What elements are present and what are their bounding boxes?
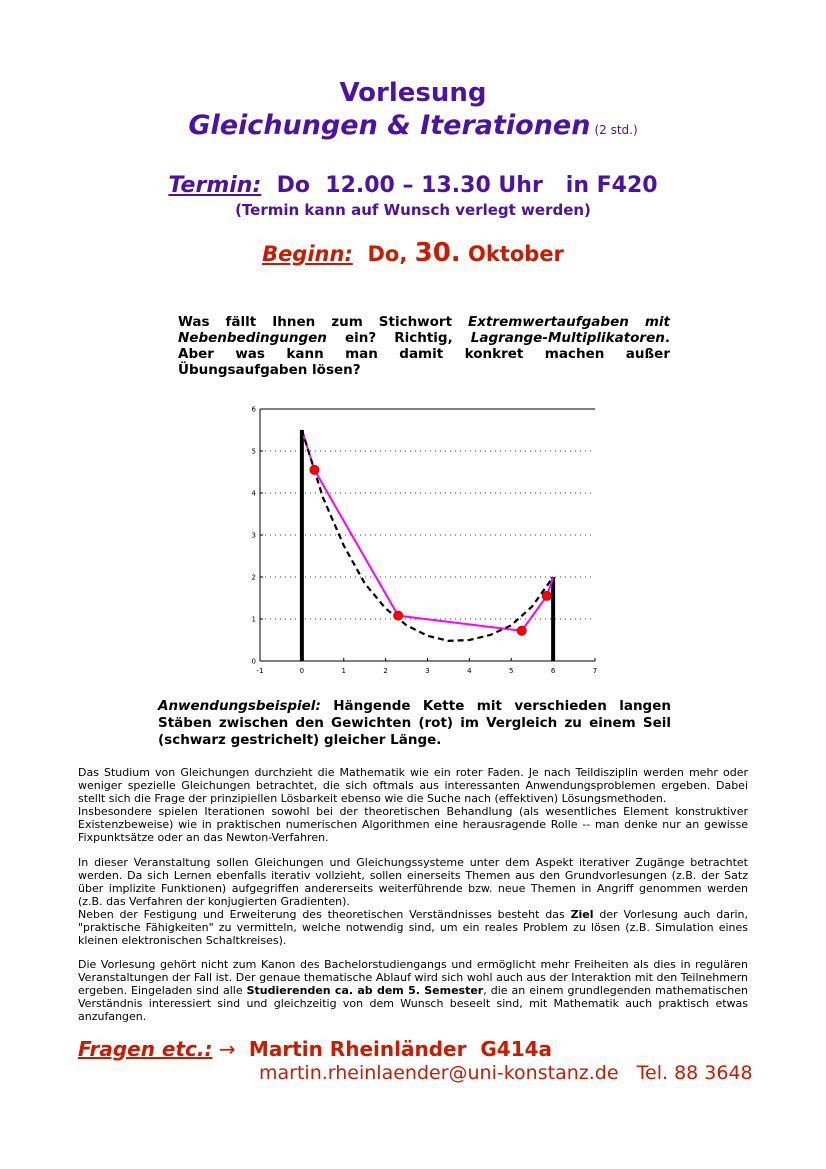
body-bold-audience: Studierenden ca. ab dem 5. Semester [246,984,484,997]
body-paragraph-1a: Das Studium von Gleichungen durchzieht die Mathematik wie ein roter Faden. Je nach Teildisziplin werden mehr oder weniger spezielle Gleichungen betrachtet, die sich oftmals aus interessanten Anwendungsproblemen ergeben. Dabei stellt sich die Frage der prinzipiellen Lösbarkeit ebenso wie die Suche nach (effektiven) Lösungsmethoden. [78,766,748,805]
body-text: der Vorlesung auch darin, "praktische Fähigkeiten" zu vermitteln, welche notwendig sind, um ein reales Problem zu lösen (z.B. Simulation eines kleinen elektronischen Schaltkreises). [78,908,748,947]
title-line-1: Vorlesung [339,78,487,108]
body-paragraph-1 [78,766,748,844]
body-text: , die an einem grundlegenden mathematischen Verständnis interessiert sind und gleichzeitig von dem Wunsch beseelt sind, mit Mathematik auch praktisch etwas anzufangen. [78,984,748,1023]
y-tick-label: 1 [251,615,256,624]
chain-line [302,430,553,631]
body-paragraph-1b: Insbesondere spielen Iterationen sowohl bei der theoretischen Behandlung (als wesentliches Element konstruktiver Existenzbeweise) wie in praktischen numerischen Algorithmen eine herausragende Rolle -- man denke nur an gewisse Fixpunktsätze oder an das Newton-Verfahren. [78,805,748,844]
contact-email-phone: martin.rheinlaender@uni-konstanz.de Tel. 88 3648 [259,1062,753,1084]
weight-marker [542,591,551,600]
termin-label: Termin: [168,173,262,198]
beginn-month: Oktober [460,242,564,266]
question-text-3: . Aber was kann man damit konkret machen außer Übungsaufgaben lösen? [178,330,670,378]
x-tick-label: 2 [383,667,388,675]
contact-label: Fragen etc.: [78,1037,213,1061]
beginn-line [0,238,826,268]
beginn-label: Beginn: [262,242,353,266]
question-text-2: ein? Richtig, [326,330,471,346]
y-tick-label: 2 [251,573,256,582]
body-paragraph-2b [78,908,748,947]
termin-text: Do 12.00 – 13.30 Uhr in F420 [261,173,658,198]
body-paragraph-2a: In dieser Veranstaltung sollen Gleichungen und Gleichungssysteme unter dem Aspekt iterativer Zugänge betrachtet werden. Da sich Lernen ebenfalls iterativ vollzieht, sollen einerseits Themen aus den Grundvorlesungen (z.B. der Satz über implizite Funktionen) aufgegriffen andererseits weiterführende bzw. neue Themen in Angriff genommen werden (z.B. das Verfahren der konjugierten Gradienten). [78,856,748,908]
x-tick-label: 7 [592,667,598,675]
termin-note: (Termin kann auf Wunsch verlegt werden) [235,201,591,219]
x-tick-label: 3 [425,667,430,675]
y-tick-label: 4 [251,489,256,498]
body-text: Die Vorlesung gehört nicht zum Kanon des Bachelorstudiengangs und ermöglicht mehr Freiheiten als dies in regulären Veranstaltungen der Fall ist. Der genaue thematische Ablauf wird sich wohl auch aus der Interaktion mit den Teilnehmern ergeben. Eingeladen sind alle [78,958,748,997]
body-text: Neben der Festigung und Erweiterung des theoretischen Verständnisses besteht das [78,908,571,921]
x-tick-label: 6 [550,667,556,675]
weight-marker [517,626,526,635]
x-tick-label: -1 [256,667,264,675]
question-lagrange: Lagrange-Multiplikatoren [470,330,665,346]
y-tick-label: 0 [251,657,256,666]
beginn-prefix: Do, [352,242,415,266]
body-paragraph-3 [78,958,748,1023]
title-main: Gleichungen & Iterationen [188,110,591,141]
contact-line [78,1037,552,1061]
beginn-day: 30. [414,238,461,268]
question-text-1: Was fällt Ihnen zum Stichwort [178,314,469,330]
question-keyword: Extremwertaufgaben mit Nebenbedingungen [178,314,670,346]
title-line-2 [0,110,826,141]
x-tick-label: 1 [341,667,346,675]
x-tick-label: 4 [467,667,472,675]
contact-name-room: Martin Rheinländer G414a [241,1037,553,1061]
title-hours: (2 std.) [594,123,638,137]
weight-marker [310,465,319,474]
y-tick-label: 5 [251,447,256,456]
y-tick-label: 3 [251,531,256,540]
weight-marker [394,611,403,620]
caption-label: Anwendungsbeispiel: [158,698,321,714]
rope-curve [302,430,553,641]
y-tick-label: 6 [251,405,256,414]
arrow-right-icon: → [212,1037,242,1061]
chain-chart [245,400,605,680]
x-tick-label: 5 [509,667,514,675]
chart-caption [158,698,671,749]
intro-question [178,314,670,378]
body-bold-ziel: Ziel [570,908,594,921]
caption-text: Hängende Kette mit verschieden langen Stäben zwischen den Gewichten (rot) im Vergleich zu einem Seil (schwarz gestrichelt) gleicher Länge. [158,698,671,748]
x-tick-label: 0 [299,667,305,675]
body-paragraph-2 [78,856,748,947]
termin-line [0,173,826,198]
